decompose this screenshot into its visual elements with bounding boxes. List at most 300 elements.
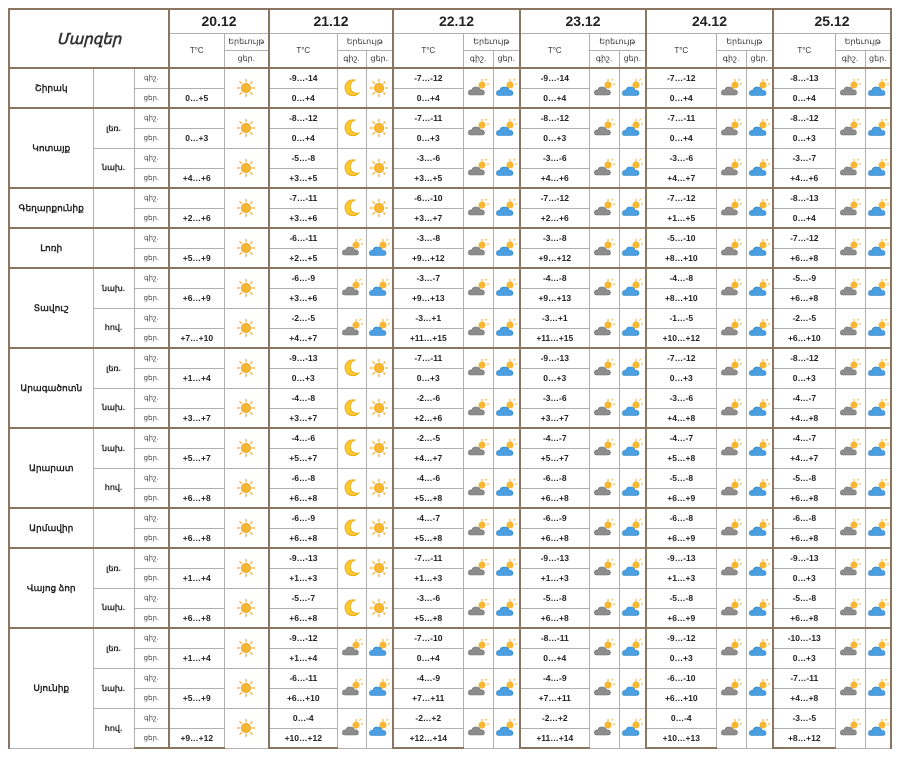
phenomenon-cell [835,308,865,348]
temperature-cell [169,268,224,288]
partly-cloudy-icon [839,598,861,618]
table-row [9,668,891,688]
cloudy-icon [748,518,770,538]
temperature-cell: +1…+3 [646,568,716,588]
temperature-cell: -3…-6 [520,388,589,408]
table-row [9,708,891,728]
partly-cloudy-icon [593,238,615,258]
cloudy-icon [748,638,770,658]
phenomenon-cell [463,508,493,548]
night-header: գիշ. [835,50,865,68]
temperature-cell: +2…+6 [169,208,224,228]
phenomenon-cell [716,588,746,628]
phenomenon-cell [366,548,393,588]
phenomenon-cell [463,708,493,748]
phenomenon-cell [493,148,520,188]
temperature-cell: +6…+8 [269,608,337,628]
phenomenon-cell [337,668,366,708]
time-of-day: գիշ. [134,548,169,568]
sun-icon [368,438,390,458]
cloudy-icon [621,598,643,618]
cloudy-icon [867,278,889,298]
sun-icon [235,198,257,218]
partly-cloudy-icon [839,558,861,578]
temperature-cell: -5…-10 [646,228,716,248]
temperature-cell: +6…+8 [773,608,835,628]
partly-cloudy-icon [839,358,861,378]
phenomenon-cell [865,588,891,628]
table-row [9,468,891,488]
temperature-cell: -7…-11 [393,108,463,128]
partly-cloudy-icon [720,78,742,98]
phenomenon-cell [716,668,746,708]
temperature-cell: -9…-13 [269,548,337,568]
phenomenon-cell [463,108,493,148]
cloudy-icon [621,638,643,658]
temperature-cell: -8…-12 [520,108,589,128]
time-of-day: ցեր. [134,408,169,428]
cloudy-icon [621,518,643,538]
phenomenon-cell [463,308,493,348]
temperature-cell: 0…+4 [269,128,337,148]
cloudy-icon [621,558,643,578]
partly-cloudy-icon [593,78,615,98]
table-row [9,548,891,568]
phenomenon-cell [716,108,746,148]
phenomenon-cell [463,268,493,308]
partly-cloudy-icon [341,318,363,338]
temperature-cell: -3…-7 [393,268,463,288]
partly-cloudy-icon [467,78,489,98]
phenomenon-cell [366,668,393,708]
sun-icon [368,558,390,578]
temperature-cell: -8…-11 [520,628,589,648]
phenomenon-cell [224,228,269,268]
phenomenon-cell [865,548,891,588]
temperature-cell: 0…+3 [393,128,463,148]
phenomenon-cell [619,148,646,188]
sun-icon [368,78,390,98]
subregion-label: լեռ. [93,548,134,588]
date-header: 22.12 [393,9,520,33]
partly-cloudy-icon [720,558,742,578]
cloudy-icon [867,558,889,578]
temperature-cell: -6…-10 [646,668,716,688]
temperature-cell: +5…+7 [269,448,337,468]
sun-icon [368,358,390,378]
phenomenon-cell [337,108,366,148]
time-of-day: ցեր. [134,448,169,468]
temperature-cell: -9…-14 [269,68,337,88]
subregion-label [93,228,134,268]
sun-icon [235,318,257,338]
phenomenon-cell [493,548,520,588]
phenomenon-cell [835,388,865,428]
temperature-cell: +4…+6 [169,168,224,188]
temperature-cell: 0…+3 [393,368,463,388]
table-row [9,388,891,408]
phenomenon-cell [835,148,865,188]
day-header: ցեր. [865,50,891,68]
subregion-label [93,68,134,108]
phenomenon-cell [716,308,746,348]
partly-cloudy-icon [467,438,489,458]
cloudy-icon [748,358,770,378]
temperature-cell: +7…+11 [393,688,463,708]
partly-cloudy-icon [467,478,489,498]
phenomenon-cell [835,188,865,228]
sun-icon [235,558,257,578]
cloudy-icon [748,118,770,138]
table-row [9,108,891,128]
cloudy-icon [621,278,643,298]
partly-cloudy-icon [593,118,615,138]
partly-cloudy-icon [593,278,615,298]
phenomenon-cell [224,68,269,108]
temperature-cell [169,508,224,528]
partly-cloudy-icon [593,718,615,738]
phenomenon-cell [337,68,366,108]
temperature-cell: +7…+10 [169,328,224,348]
temperature-cell: -4…-7 [773,428,835,448]
time-of-day: ցեր. [134,288,169,308]
temperature-cell: -3…-6 [646,388,716,408]
phenomenon-cell [589,508,619,548]
temperature-cell: +4…+8 [646,408,716,428]
temperature-cell: -2…-5 [773,308,835,328]
partly-cloudy-icon [593,678,615,698]
temperature-cell: 0…-4 [646,708,716,728]
temperature-cell: -5…-9 [773,268,835,288]
temperature-cell: -3…-6 [646,148,716,168]
phenomenon-cell [619,308,646,348]
day-header: ցեր. [224,50,269,68]
phenomenon-cell [224,268,269,308]
phenomenon-cell [716,708,746,748]
phenomenon-cell [366,268,393,308]
partly-cloudy-icon [720,318,742,338]
phenomenon-cell [716,628,746,668]
phenomenon-cell [716,348,746,388]
phenomenon-cell [493,108,520,148]
cloudy-icon [621,718,643,738]
subregion-label: լեռ. [93,628,134,668]
phenomenon-cell [366,508,393,548]
temperature-cell: +6…+8 [169,608,224,628]
partly-cloudy-icon [720,518,742,538]
cloudy-icon [748,278,770,298]
phenomenon-cell [224,708,269,748]
phenomenon-header: Երեւույթ [716,33,773,50]
phenomenon-cell [835,268,865,308]
cloudy-icon [495,438,517,458]
temperature-cell: -3…-6 [393,588,463,608]
temperature-cell: +4…+7 [646,168,716,188]
time-of-day: ցեր. [134,488,169,508]
sun-icon [235,358,257,378]
temperature-cell: -8…-12 [269,108,337,128]
phenomenon-cell [619,548,646,588]
temperature-cell: +3…+6 [269,288,337,308]
moon-icon [341,438,363,458]
cloudy-icon [368,718,390,738]
night-header: գիշ. [589,50,619,68]
temperature-cell: -10…-13 [773,628,835,648]
phenomenon-cell [366,68,393,108]
partly-cloudy-icon [839,198,861,218]
cloudy-icon [495,318,517,338]
time-of-day: ցեր. [134,528,169,548]
temperature-cell: -9…-13 [520,348,589,368]
temperature-cell: 0…+4 [269,88,337,108]
phenomenon-cell [589,308,619,348]
cloudy-icon [748,478,770,498]
moon-icon [341,118,363,138]
phenomenon-cell [865,388,891,428]
sun-icon [368,158,390,178]
partly-cloudy-icon [467,638,489,658]
partly-cloudy-icon [467,118,489,138]
table-row [9,628,891,648]
time-of-day: ցեր. [134,88,169,108]
temperature-cell: 0…+3 [269,368,337,388]
temperature-cell [169,468,224,488]
region-name: Տավուշ [9,268,93,348]
phenomenon-cell [463,68,493,108]
phenomenon-cell [619,108,646,148]
temperature-cell: -7…-12 [646,188,716,208]
temperature-cell: -6…-9 [520,508,589,528]
subregion-label: նախ. [93,388,134,428]
temperature-cell: 0…+3 [646,368,716,388]
sun-icon [235,598,257,618]
partly-cloudy-icon [839,478,861,498]
phenomenon-cell [366,588,393,628]
phenomenon-cell [337,548,366,588]
phenomenon-cell [224,428,269,468]
phenomenon-cell [746,588,773,628]
time-of-day: ցեր. [134,168,169,188]
temperature-cell: -3…+1 [520,308,589,328]
temperature-cell: +6…+8 [269,528,337,548]
cloudy-icon [368,318,390,338]
temperature-cell: -9…-13 [646,548,716,568]
partly-cloudy-icon [839,718,861,738]
phenomenon-cell [589,388,619,428]
phenomenon-cell [493,268,520,308]
partly-cloudy-icon [593,398,615,418]
temperature-cell: -6…-10 [393,188,463,208]
phenomenon-cell [746,548,773,588]
cloudy-icon [495,278,517,298]
region-name: Արմավիր [9,508,93,548]
time-of-day: գիշ. [134,228,169,248]
temperature-cell: +4…+6 [773,168,835,188]
cloudy-icon [495,638,517,658]
region-name: Արարատ [9,428,93,508]
cloudy-icon [867,718,889,738]
temperature-cell: -6…-11 [269,228,337,248]
time-of-day: գիշ. [134,628,169,648]
cloudy-icon [867,398,889,418]
time-of-day: գիշ. [134,468,169,488]
temperature-cell: +5…+8 [393,488,463,508]
temperature-cell: 0…+4 [520,648,589,668]
temperature-cell: +7…+11 [520,688,589,708]
temperature-cell: -7…-12 [520,188,589,208]
temperature-cell: -2…-5 [269,308,337,328]
temperature-cell [169,388,224,408]
phenomenon-cell [589,428,619,468]
temperature-cell: +5…+7 [520,448,589,468]
phenomenon-cell [493,468,520,508]
time-of-day: ցեր. [134,568,169,588]
phenomenon-cell [716,428,746,468]
phenomenon-cell [746,188,773,228]
partly-cloudy-icon [720,598,742,618]
subregion-label [93,508,134,548]
phenomenon-cell [835,708,865,748]
moon-icon [341,558,363,578]
phenomenon-cell [463,228,493,268]
table-row [9,68,891,88]
temperature-cell: +6…+10 [646,688,716,708]
phenomenon-cell [619,68,646,108]
phenomenon-cell [746,148,773,188]
phenomenon-cell [224,588,269,628]
phenomenon-cell [463,468,493,508]
partly-cloudy-icon [720,478,742,498]
subregion-label: նախ. [93,148,134,188]
cloudy-icon [867,638,889,658]
temperature-cell: +5…+7 [169,448,224,468]
time-of-day: ցեր. [134,328,169,348]
temperature-cell [169,148,224,168]
cloudy-icon [867,358,889,378]
time-of-day: գիշ. [134,148,169,168]
cloudy-icon [867,438,889,458]
temperature-cell: +6…+8 [520,608,589,628]
region-name: Շիրակ [9,68,93,108]
temperature-cell: +9…+12 [393,248,463,268]
phenomenon-cell [224,308,269,348]
time-of-day: գիշ. [134,428,169,448]
temperature-cell: -4…-8 [520,268,589,288]
temperature-cell [169,628,224,648]
temperature-cell: +3…+5 [393,168,463,188]
temperature-header: T°C [269,33,337,68]
phenomenon-cell [865,348,891,388]
table-row [9,508,891,528]
temperature-cell: +6…+9 [646,488,716,508]
cloudy-icon [621,118,643,138]
time-of-day: գիշ. [134,108,169,128]
temperature-cell: +6…+10 [773,328,835,348]
temperature-cell: +3…+7 [169,408,224,428]
date-header: 21.12 [269,9,393,33]
region-name: Կոտայք [9,108,93,188]
temperature-cell: 0…+5 [169,88,224,108]
day-header: ցեր. [493,50,520,68]
time-of-day: գիշ. [134,508,169,528]
temperature-cell: +2…+6 [520,208,589,228]
phenomenon-header: Երեւույթ [224,33,269,50]
temperature-cell: +10…+12 [646,328,716,348]
table-row [9,188,891,208]
phenomenon-cell [865,68,891,108]
temperature-cell: -6…-9 [269,268,337,288]
temperature-cell: +1…+4 [169,568,224,588]
temperature-cell: -9…-12 [269,628,337,648]
cloudy-icon [621,238,643,258]
phenomenon-cell [337,268,366,308]
phenomenon-cell [746,628,773,668]
phenomenon-cell [716,548,746,588]
temperature-cell: -4…-9 [520,668,589,688]
phenomenon-cell [589,268,619,308]
temperature-header: T°C [169,33,224,68]
phenomenon-cell [746,508,773,548]
forecast-container [8,8,892,749]
phenomenon-cell [463,428,493,468]
night-header: գիշ. [337,50,366,68]
phenomenon-cell [835,508,865,548]
time-of-day: ցեր. [134,368,169,388]
temperature-cell [169,308,224,328]
time-of-day: գիշ. [134,348,169,368]
phenomenon-cell [619,348,646,388]
table-row [9,348,891,368]
temperature-cell: +4…+7 [269,328,337,348]
temperature-cell: -6…-8 [773,508,835,528]
temperature-cell: -7…-11 [646,108,716,128]
phenomenon-cell [224,348,269,388]
partly-cloudy-icon [467,238,489,258]
phenomenon-cell [746,708,773,748]
night-header: գիշ. [716,50,746,68]
partly-cloudy-icon [720,238,742,258]
phenomenon-cell [493,668,520,708]
phenomenon-cell [337,348,366,388]
partly-cloudy-icon [341,638,363,658]
time-of-day: ցեր. [134,128,169,148]
partly-cloudy-icon [467,518,489,538]
phenomenon-cell [619,188,646,228]
temperature-cell: -5…-7 [269,588,337,608]
date-header: 24.12 [646,9,773,33]
sun-icon [368,198,390,218]
phenomenon-cell [366,188,393,228]
sun-icon [368,118,390,138]
phenomenon-cell [619,468,646,508]
temperature-cell: 0…+4 [393,88,463,108]
partly-cloudy-icon [341,238,363,258]
temperature-cell: +6…+8 [520,528,589,548]
cloudy-icon [748,718,770,738]
temperature-cell: 0…+3 [773,368,835,388]
partly-cloudy-icon [593,478,615,498]
phenomenon-cell [366,228,393,268]
temperature-header: T°C [773,33,835,68]
cloudy-icon [495,398,517,418]
temperature-cell: +4…+8 [773,688,835,708]
partly-cloudy-icon [467,358,489,378]
partly-cloudy-icon [467,198,489,218]
temperature-cell [169,108,224,128]
partly-cloudy-icon [341,278,363,298]
phenomenon-cell [746,268,773,308]
phenomenon-cell [835,108,865,148]
